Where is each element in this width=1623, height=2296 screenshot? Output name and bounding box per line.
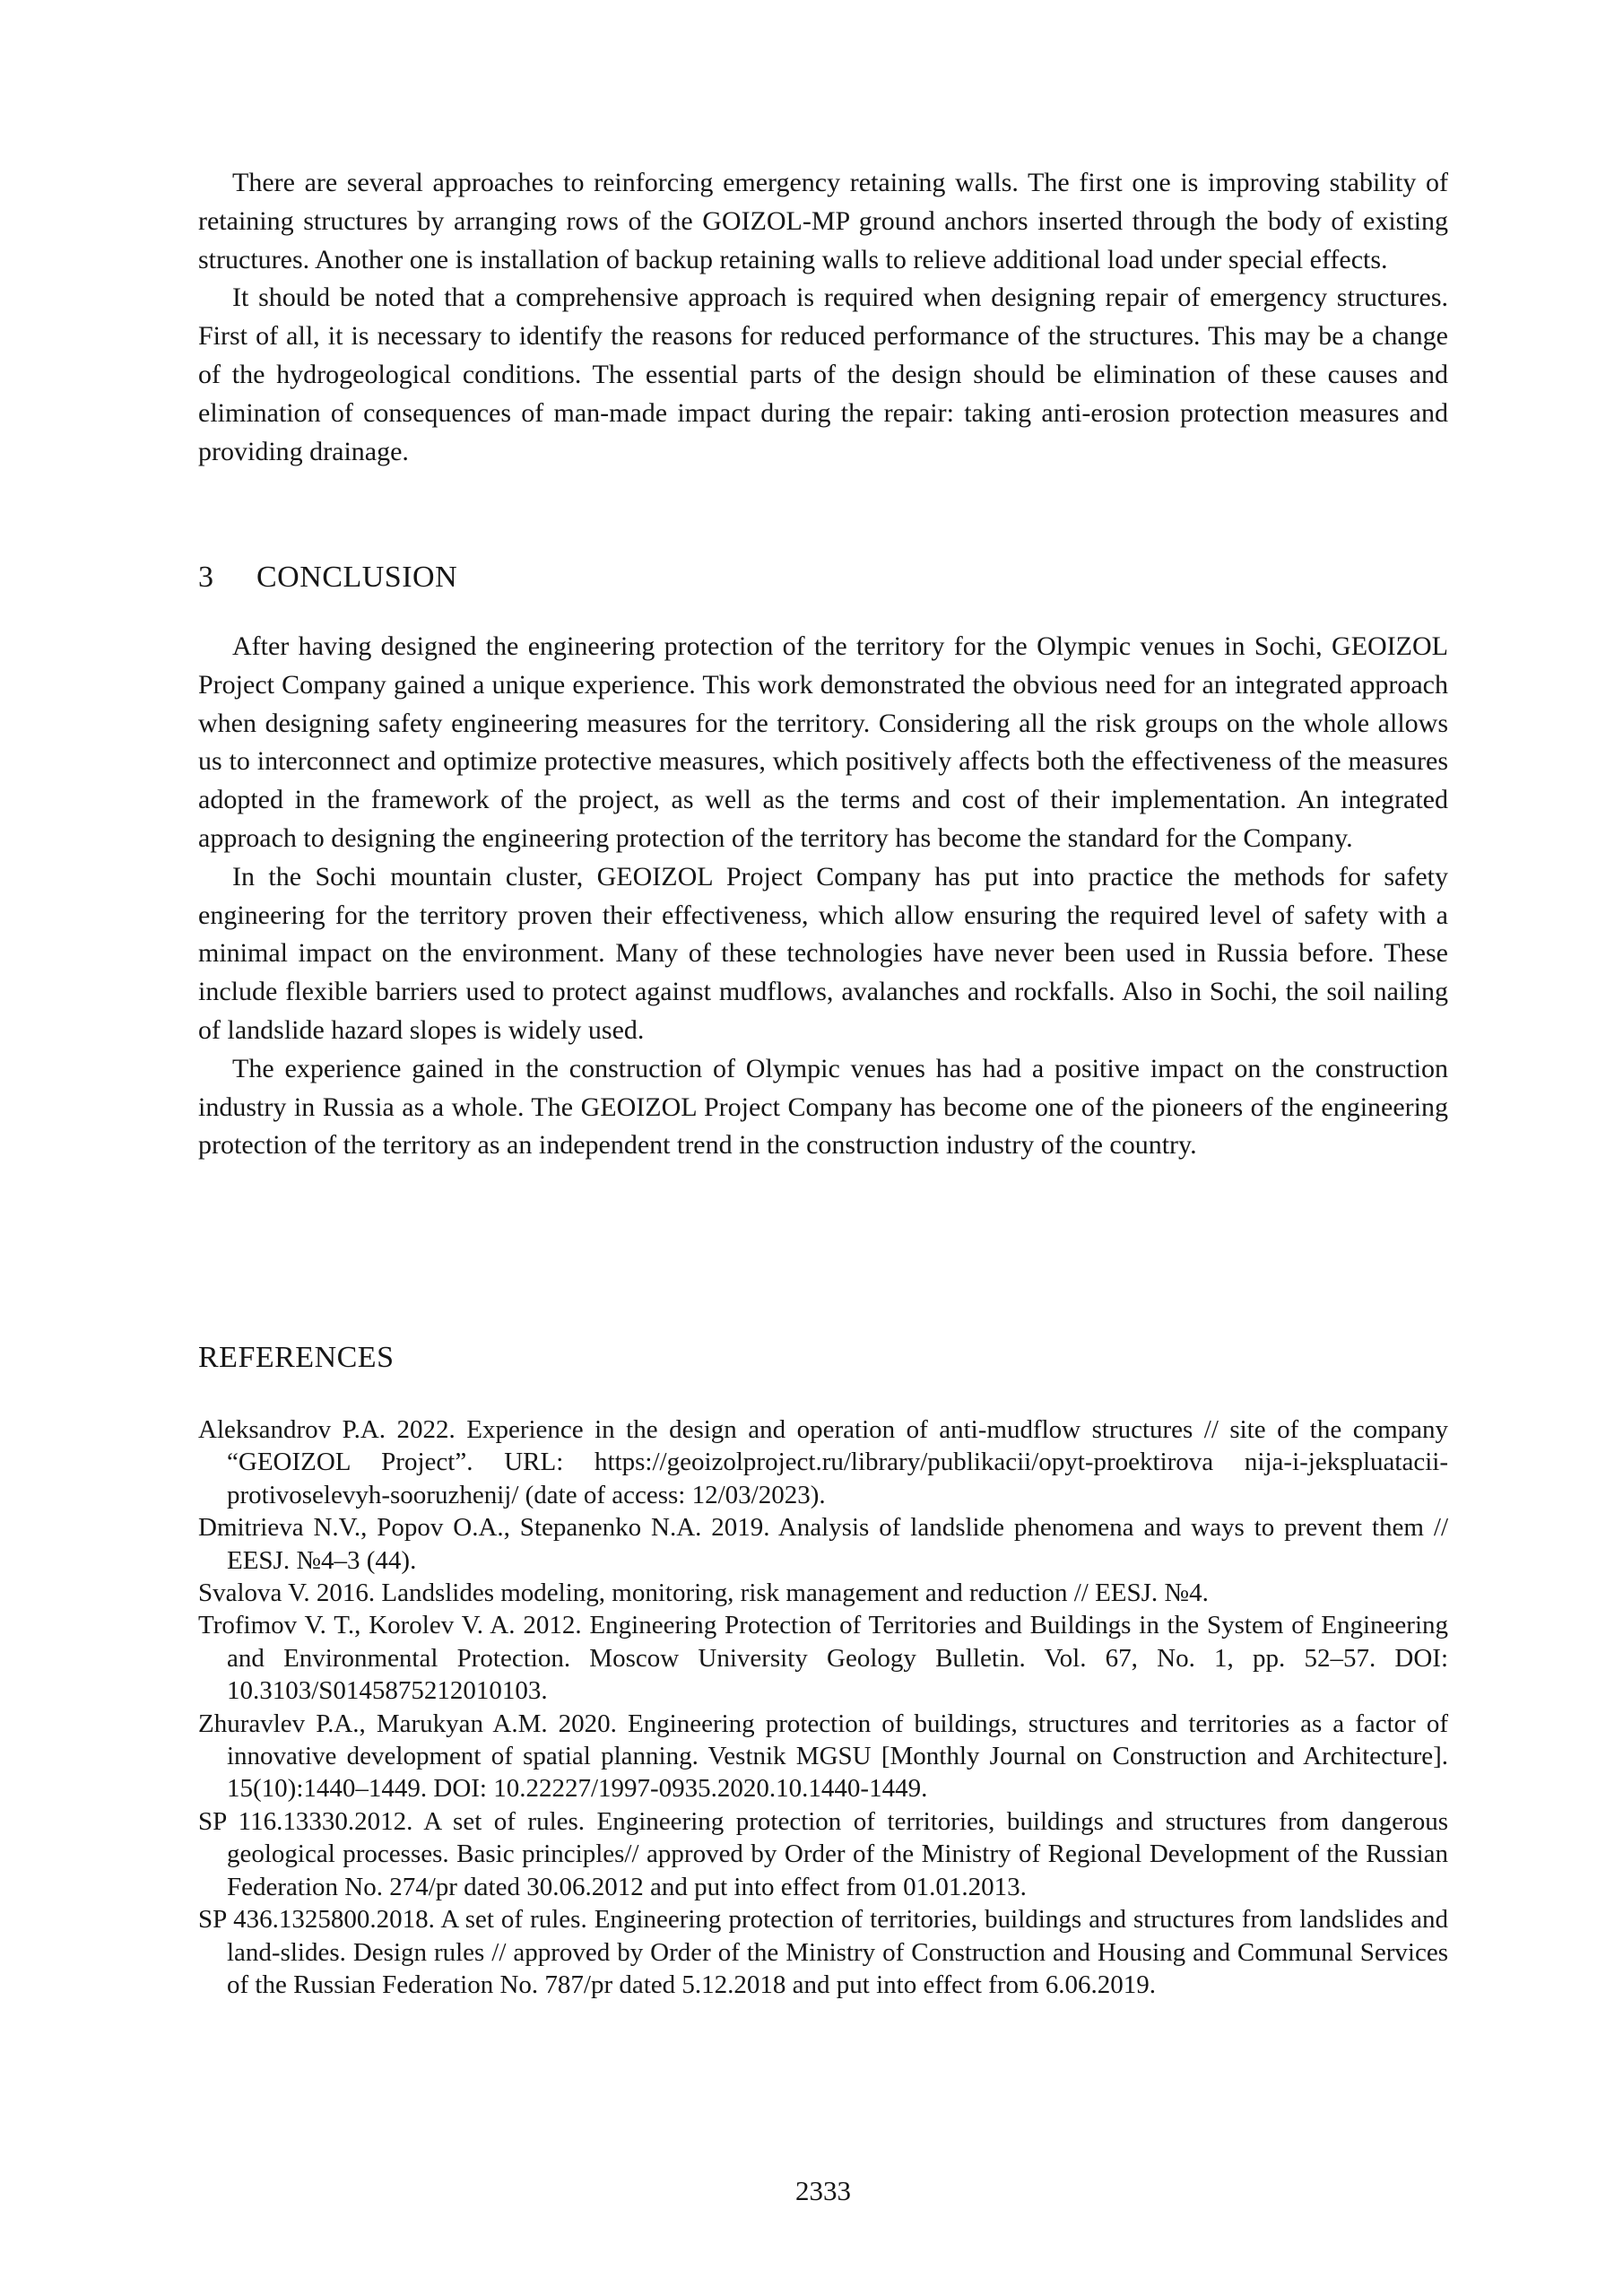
section-title: CONCLUSION (256, 561, 458, 594)
reference-item: Aleksandrov P.A. 2022. Experience in the design and operation of anti-mudflow structures // site of the company “GEOIZOL Project”. URL: https://geoizolproject.ru/library/publikacii/opyt-proektirova nija-i-jekspluatacii-protivoselevyh-sooruzhenij/ (date of access: 12/03/2023). (198, 1415, 1448, 1509)
body-text-section (198, 164, 1448, 471)
reference-item: Dmitrieva N.V., Popov O.A., Stepanenko N.A. 2019. Analysis of landslide phenomena and ways to prevent them // EESJ. №4–3 (44). (198, 1513, 1448, 1575)
reference-item: Zhuravlev P.A., Marukyan A.M. 2020. Engineering protection of buildings, structures and territories as a factor of innovative development of spatial planning. Vestnik MGSU [Monthly Journal on Construction and Architecture]. 15(10):1440–1449. DOI: 10.22227/1997-0935.2020.10.1440-1449. (198, 1709, 1448, 1804)
page-number: 2333 (795, 2175, 851, 2206)
references-list (198, 1413, 1448, 2001)
references-heading: REFERENCES (198, 1341, 395, 1374)
body-paragraph: It should be noted that a comprehensive approach is required when designing repair of emergency structures. First of all, it is necessary to identify the reasons for reduced performance of the structures. This may be a change of the hydrogeological conditions. The essential parts of the design should be elimination of these causes and elimination of consequences of man-made impact during the repair: taking anti-erosion protection measures and providing drainage. (198, 283, 1448, 466)
section-number: 3 (198, 561, 214, 594)
reference-item: Svalova V. 2016. Landslides modeling, monitoring, risk management and reduction // EESJ. №4. (198, 1578, 1209, 1608)
body-paragraph: There are several approaches to reinforcing emergency retaining walls. The first one is improving stability of retaining structures by arranging rows of the GOIZOL-MP ground anchors inserted through the body of existing structures. Another one is installation of backup retaining walls to relieve additional load under special effects. (198, 168, 1448, 274)
reference-item: Trofimov V. T., Korolev V. A. 2012. Engineering Protection of Territories and Buildings in the System of Engineering and Environmental Protection. Moscow University Geology Bulletin. Vol. 67, No. 1, pp. 52–57. DOI: 10.3103/S0145875212010103. (198, 1611, 1448, 1706)
conclusion-heading (198, 558, 1448, 597)
reference-item: SP 116.13330.2012. A set of rules. Engineering protection of territories, buildings and structures from dangerous geological processes. Basic principles// approved by Order of the Ministry of Regional Development of the Russian Federation No. 274/pr dated 30.06.2012 and put into effect from 01.01.2013. (198, 1806, 1448, 1901)
conclusion-paragraph: The experience gained in the construction of Olympic venues has had a positive impact on the construction industry in Russia as a whole. The GEOIZOL Project Company has become one of the pioneers of the engineering protection of the territory as an independent trend in the construction industry of the country. (198, 1053, 1448, 1161)
conclusion-paragraph: In the Sochi mountain cluster, GEOIZOL Project Company has put into practice the methods for safety engineering for the territory proven their effectiveness, which allow ensuring the required level of safety with a minimal impact on the environment. Many of these technologies have never been used in Russia before. These include flexible barriers used to protect against mudflows, avalanches and rockfalls. Also in Sochi, the soil nailing of landslide hazard slopes is widely used. (198, 861, 1448, 1045)
conclusion-text-section (198, 628, 1448, 1165)
conclusion-paragraph: After having designed the engineering protection of the territory for the Olympic venues in Sochi, GEOIZOL Project Company gained a unique experience. This work demonstrated the obvious need for an integrated approach when designing safety engineering measures for the territory. Considering all the risk groups on the whole allows us to interconnect and optimize protective measures, which positively affects both the effectiveness of the measures adopted in the framework of the project, as well as the terms and cost of their implementation. An integrated approach to designing the engineering protection of the territory has become the standard for the Company. (198, 631, 1448, 853)
reference-item: SP 436.1325800.2018. A set of rules. Engineering protection of territories, buildings and structures from landslides and land-slides. Design rules // approved by Order of the Ministry of Construction and Housing and Communal Services of the Russian Federation No. 787/pr dated 5.12.2018 and put into effect from 6.06.2019. (198, 1905, 1448, 1999)
